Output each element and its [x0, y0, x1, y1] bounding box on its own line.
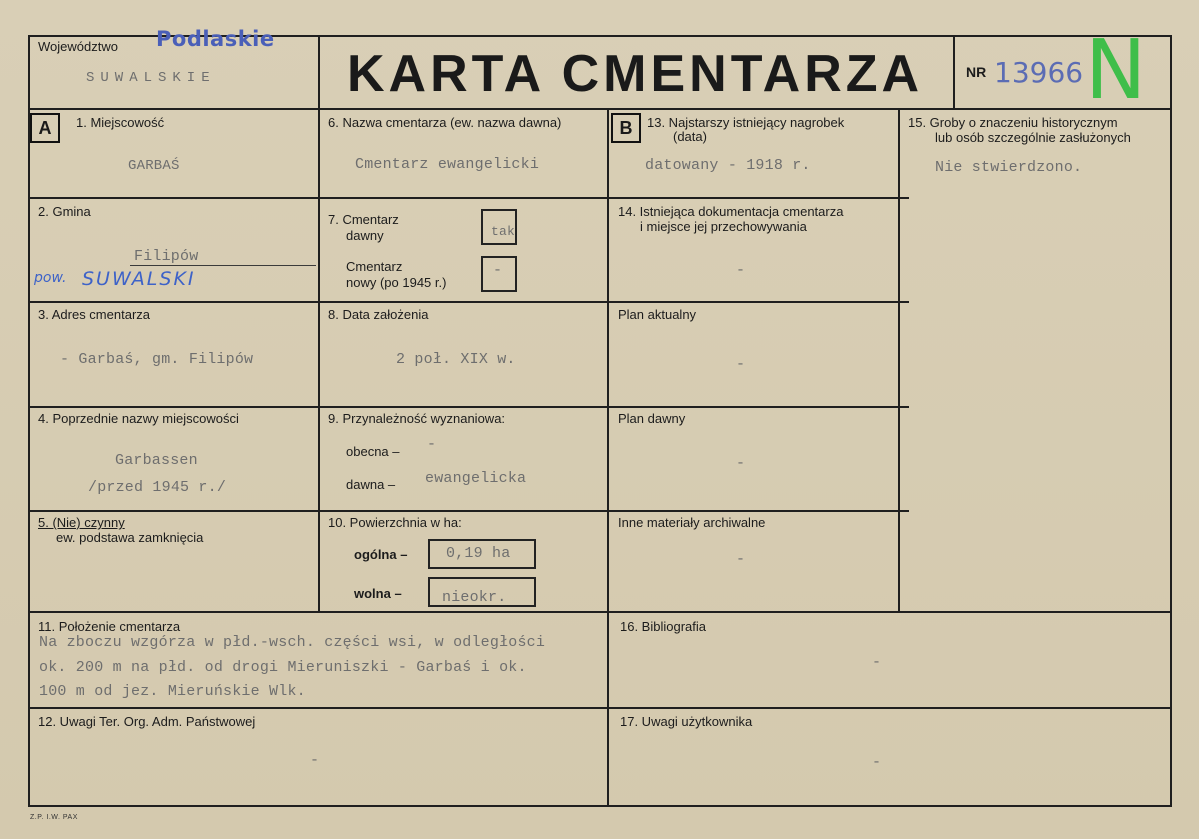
- plan-aktualny-label: Plan aktualny: [618, 307, 697, 322]
- field-10-label: 10. Powierzchnia w ha:: [328, 515, 462, 530]
- field-13-value: datowany - 1918 r.: [645, 157, 811, 174]
- col-divider-3: [898, 108, 900, 613]
- field-9-obecna-label: obecna –: [346, 444, 400, 459]
- county-value: SUWALSKI: [82, 268, 196, 290]
- field-8-value: 2 poł. XIX w.: [396, 351, 516, 368]
- field-14-label-line1: 14. Istniejąca dokumentacja cmentarza: [618, 204, 844, 219]
- field-4-label: 4. Poprzednie nazwy miejscowości: [38, 411, 239, 426]
- field-15-value: Nie stwierdzono.: [935, 159, 1083, 176]
- field-14-label-line2: i miejsce jej przechowywania: [640, 219, 807, 234]
- row-line-6: [28, 707, 1172, 709]
- row-line-4: [28, 510, 909, 512]
- field-3-value: - Garbaś, gm. Filipów: [60, 351, 254, 368]
- field-9-dawna-label: dawna –: [346, 477, 396, 492]
- wojewodztwo-label: Województwo: [38, 39, 118, 54]
- field-15-label-line1: 15. Groby o znaczeniu historycznym: [908, 115, 1118, 130]
- field-2-value: Filipów: [134, 248, 199, 265]
- field-6-label: 6. Nazwa cmentarza (ew. nazwa dawna): [328, 115, 562, 130]
- field-10-wolna-value: nieokr.: [442, 589, 507, 606]
- nr-mark: N: [1085, 23, 1147, 118]
- field-11-line2: ok. 200 m na płd. od drogi Mieruniszki - Garbaś i ok.: [39, 659, 527, 676]
- col-divider-1: [318, 108, 320, 613]
- field-7-nowy-line1: Cmentarz: [346, 259, 403, 274]
- field-7-nowy-value: -: [493, 262, 503, 279]
- field-12-label: 12. Uwagi Ter. Org. Adm. Państwowej: [38, 714, 256, 729]
- wojewodztwo-value: SUWALSKIE: [86, 70, 216, 86]
- header-bottom-line: [28, 108, 1172, 110]
- county-prefix: pow.: [34, 270, 67, 286]
- field-5-label-line2: ew. podstawa zamknięcia: [56, 530, 204, 545]
- row-line-3: [28, 406, 909, 408]
- field-1-value: GARBAŚ: [128, 158, 180, 174]
- field-17-value: -: [872, 754, 882, 771]
- field-10-ogolna-value: 0,19 ha: [446, 545, 511, 562]
- field-14-value: -: [736, 262, 746, 279]
- field-7-nowy-line2: nowy (po 1945 r.): [346, 275, 447, 290]
- field-11-line1: Na zboczu wzgórza w płd.-wsch. części wsi, w odległości: [39, 634, 546, 651]
- header-divider-1: [318, 35, 320, 109]
- field-9-obecna-value: -: [427, 436, 437, 453]
- col-divider-2: [607, 108, 609, 807]
- field-9-label: 9. Przynależność wyznaniowa:: [328, 411, 506, 426]
- field-8-label: 8. Data założenia: [328, 307, 429, 322]
- field-13-label-line1: 13. Najstarszy istniejący nagrobek: [647, 115, 845, 130]
- printer-imprint: Z.P. I.W. PAX: [30, 814, 78, 821]
- region-stamp: Podlaskie: [156, 27, 275, 51]
- field-5-label-line1: 5. (Nie) czynny: [38, 515, 125, 530]
- field-4-value-line1: Garbassen: [115, 452, 198, 469]
- frame-left: [28, 35, 30, 807]
- field-11-label: 11. Położenie cmentarza: [38, 619, 181, 634]
- field-10-wolna-label: wolna –: [354, 586, 402, 601]
- header-divider-2: [953, 35, 955, 109]
- row-line-1: [28, 197, 909, 199]
- inne-materialy-value: -: [736, 551, 746, 568]
- frame-right: [1170, 35, 1172, 807]
- plan-dawny-label: Plan dawny: [618, 411, 686, 426]
- nr-value: 13966: [994, 56, 1084, 89]
- nr-label: NR: [966, 64, 987, 80]
- row-line-2: [28, 301, 909, 303]
- field-10-ogolna-label: ogólna –: [354, 547, 408, 562]
- field-2-label: 2. Gmina: [38, 204, 91, 219]
- field-6-value: Cmentarz ewangelicki: [355, 156, 540, 173]
- field-13-label-line2: (data): [673, 129, 707, 144]
- field-7-dawny-line1: 7. Cmentarz: [328, 212, 399, 227]
- frame-bottom: [28, 805, 1172, 807]
- field-15-label-line2: lub osób szczególnie zasłużonych: [935, 130, 1131, 145]
- field-16-label: 16. Bibliografia: [620, 619, 706, 634]
- field-3-label: 3. Adres cmentarza: [38, 307, 150, 322]
- section-a-marker: A: [30, 113, 60, 143]
- plan-aktualny-value: -: [736, 356, 746, 373]
- field-11-line3: 100 m od jez. Mieruńskie Wlk.: [39, 683, 306, 700]
- inne-materialy-label: Inne materiały archiwalne: [618, 515, 766, 530]
- field-7-dawny-value: tak: [491, 224, 516, 239]
- field-2-underline: [130, 265, 316, 266]
- field-7-dawny-line2: dawny: [346, 228, 384, 243]
- page-title: KARTA CMENTARZA: [347, 45, 924, 103]
- plan-dawny-value: -: [736, 455, 746, 472]
- field-12-value: -: [310, 752, 320, 769]
- row-line-5: [28, 611, 1172, 613]
- field-4-value-line2: /przed 1945 r./: [88, 479, 227, 496]
- field-1-label: 1. Miejscowość: [76, 115, 165, 130]
- section-b-marker: B: [611, 113, 641, 143]
- field-17-label: 17. Uwagi użytkownika: [620, 714, 753, 729]
- field-16-value: -: [872, 654, 882, 671]
- field-9-dawna-value: ewangelicka: [425, 470, 527, 487]
